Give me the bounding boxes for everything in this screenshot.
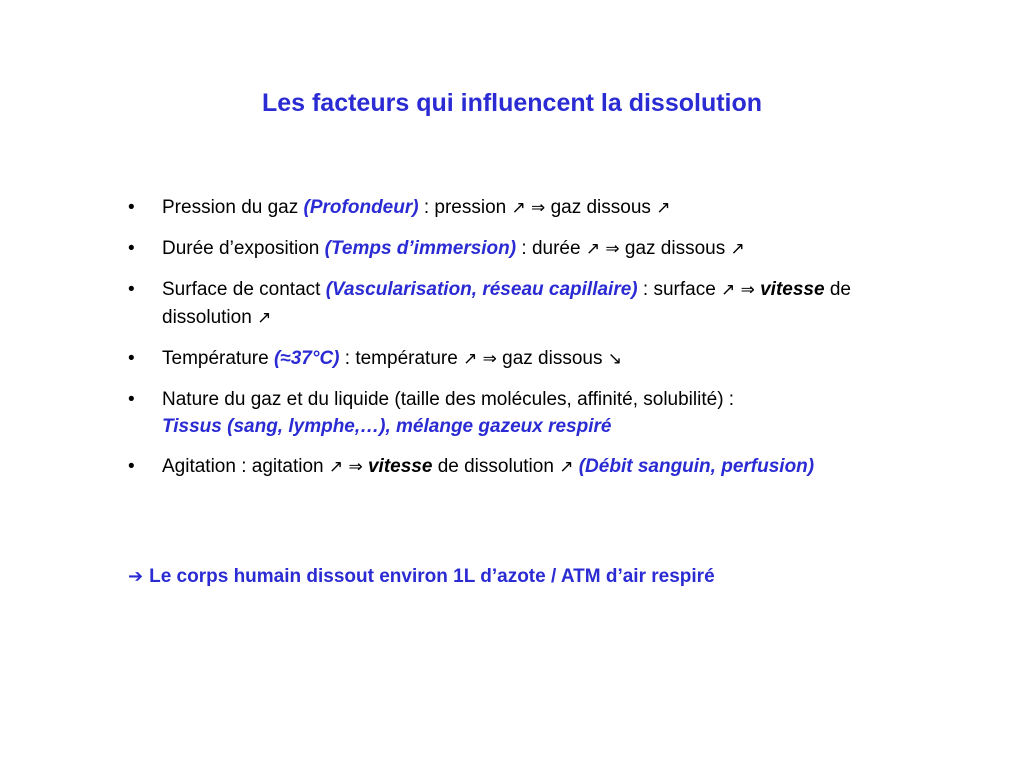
factor-emphasis: vitesse <box>760 279 825 300</box>
implies-icon: ⇒ <box>348 457 363 477</box>
factor-label: Température <box>162 348 269 369</box>
bullet-marker: • <box>128 348 135 369</box>
bullet-marker: • <box>128 197 135 218</box>
factor-note: (Débit sanguin, perfusion) <box>578 456 815 477</box>
slide-title: Les facteurs qui influencent la dissolution <box>261 89 763 117</box>
factor-note: (Temps d’immersion) <box>324 238 517 259</box>
conclusion-text: Le corps humain dissout environ 1L d’azote / ATM d’air respiré <box>149 566 715 587</box>
factor-label: Surface de contact <box>162 279 321 300</box>
factor-result: gaz dissous <box>502 348 603 369</box>
bullet-marker: • <box>128 279 135 300</box>
factor-item-pressure <box>128 194 868 222</box>
factor-label: Agitation : agitation <box>162 456 324 477</box>
factor-list <box>128 194 868 494</box>
factor-item-surface <box>128 276 868 332</box>
factor-note: (Vascularisation, réseau capillaire) <box>325 279 638 300</box>
arrow-up-icon: ↗ <box>328 457 344 477</box>
factor-label: Nature du gaz et du liquide (taille des molécules, affinité, solubilité) : <box>162 389 735 410</box>
implies-icon: ⇒ <box>740 280 755 300</box>
factor-result: de dissolution <box>162 279 851 328</box>
factor-note: (Profondeur) <box>303 197 419 218</box>
factor-text: : durée <box>521 238 581 259</box>
factor-item-agitation <box>128 453 868 481</box>
implies-icon: ⇒ <box>482 349 497 369</box>
implies-icon: ⇒ <box>531 198 546 218</box>
arrow-up-icon: ↗ <box>257 308 272 328</box>
arrow-up-icon: ↗ <box>585 239 601 259</box>
arrow-up-icon: ↗ <box>511 198 526 218</box>
factor-label: Durée d’exposition <box>162 238 320 259</box>
factor-emphasis: vitesse <box>367 456 433 477</box>
arrow-up-icon: ↗ <box>656 198 671 218</box>
factor-note: Tissus (sang, lymphe,…), mélange gazeux respiré <box>162 416 612 437</box>
factor-item-temperature <box>128 345 868 373</box>
bullet-marker: • <box>128 389 135 410</box>
bullet-marker: • <box>128 456 135 477</box>
factor-result: gaz dissous <box>624 238 726 259</box>
arrow-down-icon: ↘ <box>607 349 622 369</box>
factor-result: gaz dissous <box>550 197 651 218</box>
arrow-up-icon: ↗ <box>730 239 745 259</box>
arrow-up-icon: ↗ <box>721 280 736 300</box>
factor-text: : pression <box>423 197 507 218</box>
factor-item-duration <box>128 235 868 263</box>
factor-note: (≈37°C) <box>273 348 340 369</box>
arrow-up-icon: ↗ <box>463 349 478 369</box>
right-arrow-icon: ➔ <box>128 566 144 587</box>
factor-item-nature <box>128 386 868 440</box>
arrow-up-icon: ↗ <box>559 457 574 477</box>
bullet-marker: • <box>128 238 135 259</box>
factor-label: Pression du gaz <box>162 197 299 218</box>
implies-icon: ⇒ <box>605 239 620 259</box>
factor-text: : surface <box>642 279 716 300</box>
conclusion <box>128 563 888 590</box>
factor-result: de dissolution <box>437 456 554 477</box>
factor-text: : température <box>344 348 458 369</box>
